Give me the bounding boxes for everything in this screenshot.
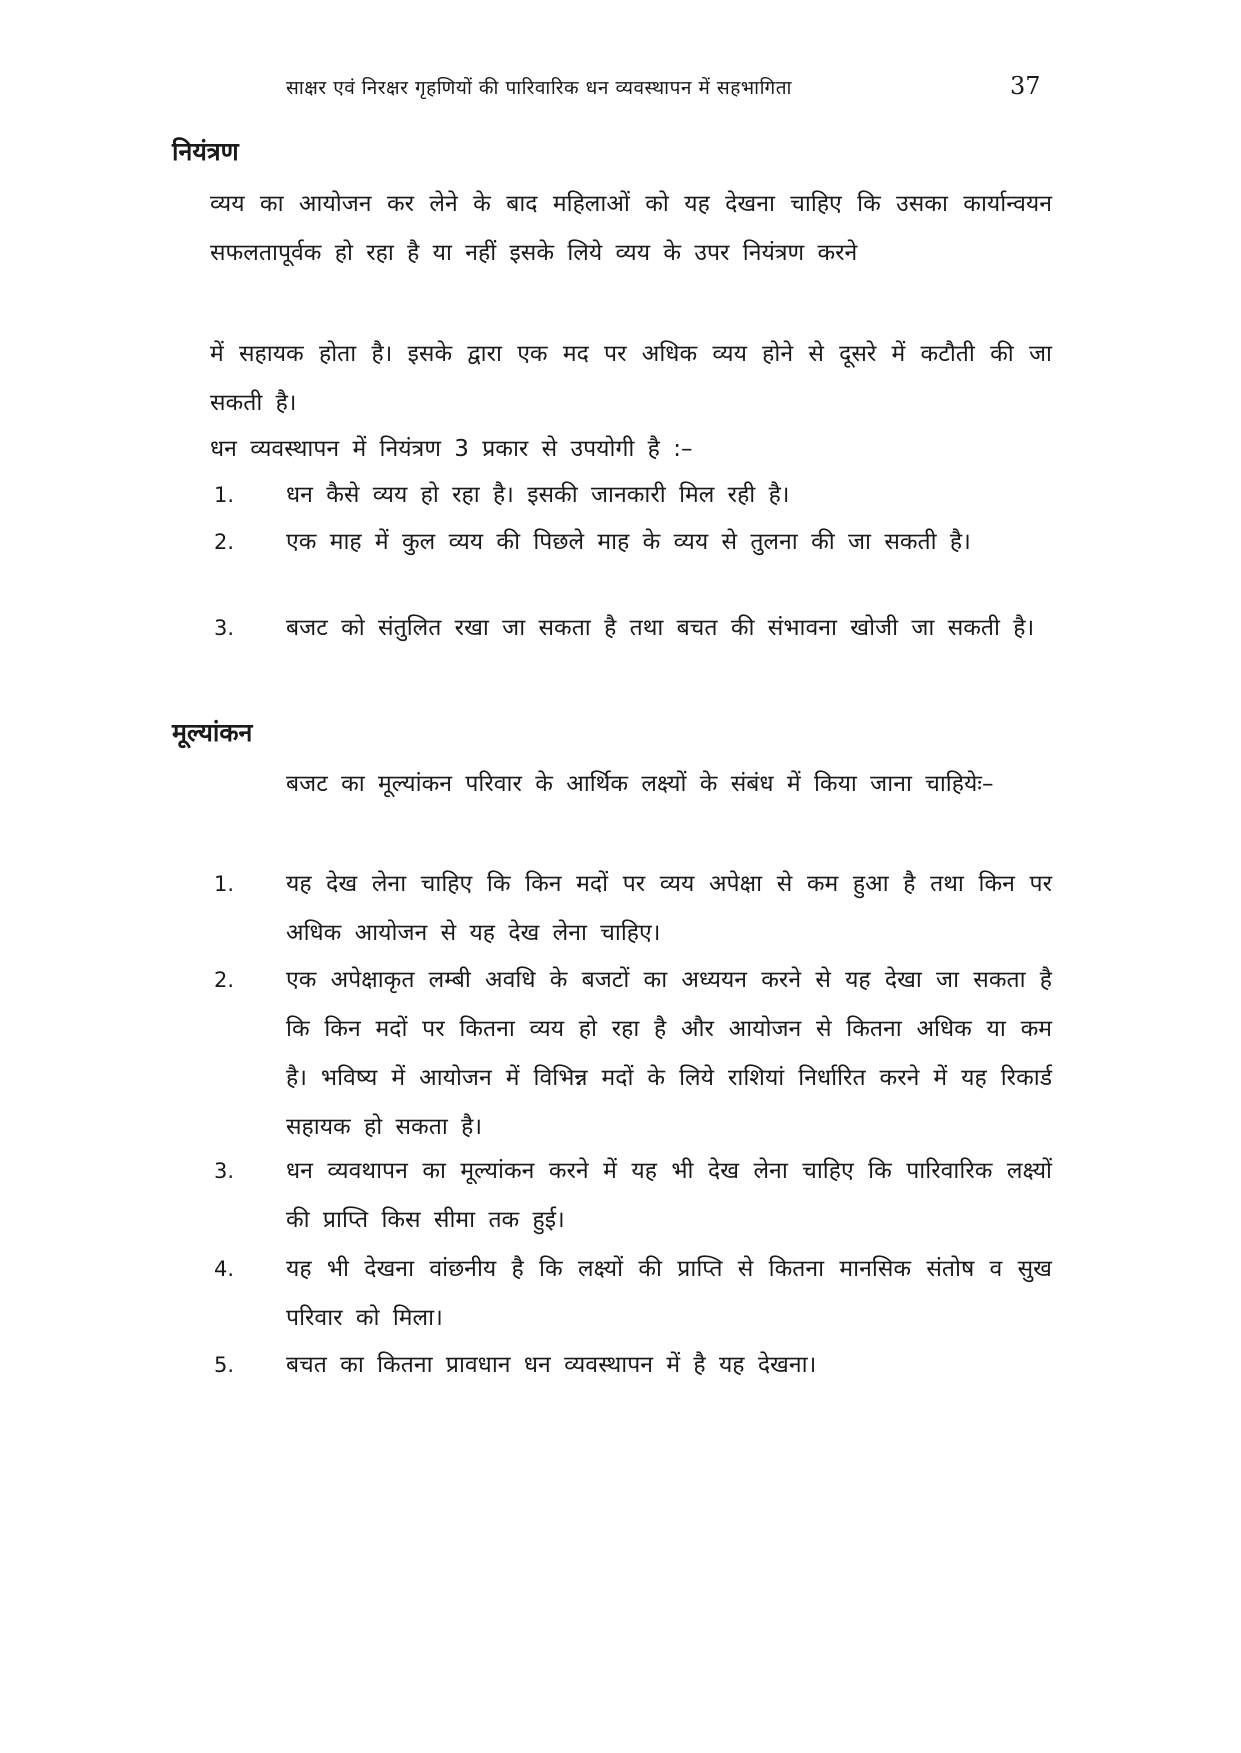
control-intro: धन व्यवस्थापन में नियंत्रण 3 प्रकार से उपयोगी है :– <box>210 436 693 462</box>
list-item-number: 3. <box>214 616 235 640</box>
evaluation-list-item <box>210 860 1052 958</box>
control-list-item <box>210 471 1052 520</box>
list-item-number: 1. <box>214 872 235 896</box>
list-item-number: 4. <box>214 1257 235 1281</box>
evaluation-list-item <box>210 956 1052 1152</box>
list-item-number: 3. <box>214 1159 235 1183</box>
running-header-title: साक्षर एवं निरक्षर गृहणियों की पारिवारिक धन व्यवस्थापन में सहभागिता <box>286 77 792 99</box>
list-item-number: 2. <box>214 530 235 554</box>
control-list-item <box>210 604 1052 653</box>
list-item-text: एक माह में कुल व्यय की पिछले माह के व्यय से तुलना की जा सकती है। <box>286 529 971 555</box>
evaluation-list-item <box>210 1245 1052 1343</box>
list-item-text: बजट को संतुलित रखा जा सकता है तथा बचत की संभावना खोजी जा सकती है। <box>286 615 1035 641</box>
list-item-text: यह भी देखना वांछनीय है कि लक्ष्यों की प्राप्ति से कितना मानसिक संतोष व सुख परिवार को मिला। <box>286 1256 1052 1331</box>
list-item-text: धन व्यवथापन का मूल्यांकन करने में यह भी देख लेना चाहिए कि पारिवारिक लक्ष्यों की प्राप्ति किस सीमा तक हुई। <box>286 1158 1052 1233</box>
evaluation-intro: बजट का मूल्यांकन परिवार के आर्थिक लक्ष्यों के संबंध में किया जाना चाहियेः– <box>286 771 994 797</box>
section-heading-control: नियंत्रण <box>172 137 239 166</box>
evaluation-list-item <box>210 1341 1052 1390</box>
list-item-text: बचत का कितना प्रावधान धन व्यवस्थापन में है यह देखना। <box>286 1352 817 1378</box>
list-item-text: एक अपेक्षाकृत लम्बी अवधि के बजटों का अध्ययन करने से यह देखा जा सकता है कि किन मदों पर कितना व्यय हो रहा है और आयोजन से कितना अधिक या कम है। भविष्य में आयोजन में विभिन्न मदों के लिये राशियां निर्धारित करने में यह रिकार्ड सहायक हो सकता है। <box>286 967 1052 1140</box>
list-item-number: 5. <box>214 1353 235 1377</box>
section-heading-evaluation: मूल्यांकन <box>172 718 253 747</box>
list-item-text: धन कैसे व्यय हो रहा है। इसकी जानकारी मिल रही है। <box>286 482 790 508</box>
control-paragraph-1: व्यय का आयोजन कर लेने के बाद महिलाओं को यह देखना चाहिए कि उसका कार्यान्वयन सफलतापूर्वक हो रहा है या नहीं इसके लिये व्यय के उपर नियंत्रण करने <box>210 191 1052 266</box>
evaluation-list-item <box>210 1147 1052 1245</box>
page-number: 37 <box>1010 72 1041 100</box>
list-item-text: यह देख लेना चाहिए कि किन मदों पर व्यय अपेक्षा से कम हुआ है तथा किन पर अधिक आयोजन से यह देख लेना चाहिए। <box>286 871 1052 946</box>
control-paragraph-2: में सहायक होता है। इसके द्वारा एक मद पर अधिक व्यय होने से दूसरे में कटौती की जा सकती है। <box>210 341 1052 416</box>
list-item-number: 2. <box>214 968 235 992</box>
control-list-item <box>206 518 1052 567</box>
list-item-number: 1. <box>214 483 235 507</box>
